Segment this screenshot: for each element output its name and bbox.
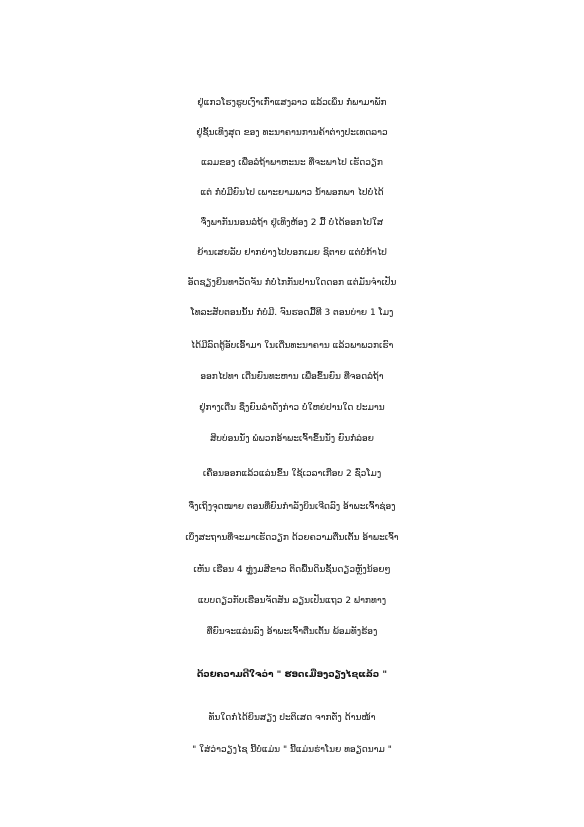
text-line: " ໃສ່ວ່າວຽງໄຊ ນີ້ບໍ່ແມ່ນ " ນີ້ແມ່ນຮ່າໂນຍ ທອຽດນາມ " — [192, 745, 392, 755]
text-line: ຈຶ່ງເຖິງຈຸດໝາຍ ຕອນທີ່ຍົນກຳລັງບິນເຈີດລົງ ອ້າພະເຈົ້າຊ່ອງ — [188, 502, 396, 512]
quoted-exclamation-line: ດ້ວຍຄວາມດີໃຈວ່າ " ຮອດເມືອງວຽງໄຊແລ້ວ " — [196, 670, 388, 680]
text-line: ຈຶ່ງພາກັນນອນລໍຖ້າ ຢູ່ເທິງຫ້ອງ 2 ມື້ ບໍ່ໄດ້ອອກໄປໃສ — [200, 218, 384, 228]
text-line: ຢູ່ກາງເດີ່ນ ຊຶ່ງຍົນລຳດັ່ງກ່າວ ບໍ່ໃຫຍ່ປານໃດ ປະມານ — [199, 403, 385, 413]
text-line: ແຕ່ ກໍ່ບໍ່ມີຍົນໄປ ເພາະຍາມພາວ ນ້ຳພອກພາ ໄປບໍ່ໄດ້ — [200, 188, 384, 198]
text-line: ຍ້ານເສຍລັບ ຢາກຍ່າງໄປບອກເມຍ ຊິຕາຍ ແຕ່ບໍ່ກ້າໄປ — [197, 248, 387, 258]
text-line: ຢູ່ຊັ້ນເທິງສຸດ ຂອງ ທະນາຄານການຄ້າຕ່າງປະເທດລາວ — [196, 128, 388, 138]
text-line: ແລມຂອງ ເພື່ອລໍຖ້າພາຫະນະ ທີ່ຈະພາໄປ ເຮັດວຽກ — [201, 158, 383, 168]
text-line: ສິບບ່ອນນັ່ງ ພໍພວກອ້າພະເຈົ້າຂຶ້ນນັ່ງ ຍົນກໍ່ລ່ອຍ — [210, 434, 374, 444]
text-line: ຢູ່ແກວໂຮງຮູບເງົາເກົ່າແສງລາວ ແລ້ວເພິ່ນ ກໍ່ພາມາພັກ — [197, 98, 387, 108]
text-line: ທັນໃດກໍ່ໄດ້ຍິນສຽງ ປະຕິເສດ ຈາກຕັ່ງ ດ້ານໜ້າ — [208, 713, 376, 723]
text-line: ເຄື່ອນອອກແລ້ວແລ່ນຂຶ້ນ ໃຊ້ເວລາເກືອບ 2 ຊົ່ວໂມງ — [202, 469, 382, 479]
text-line: ໄດ້ມີລົດຕູ້ອັບເອົ້າມາ ໃນເດີ່ນທະນາຄານ ແລ້ວພາພວກເຮົາ — [190, 341, 394, 351]
text-line: ໂທລະສັບຕອນນັ້ນ ກໍ່ບໍ່ມີ. ຈົນຮອດມື້ທີ 3 ຕອນບ່າຍ 1 ໂມງ — [190, 308, 394, 318]
text-line: ທີ່ຍົນຈະແລ່ນລົງ ອ້າພະເຈົ້າຕື່ນເຕັ້ນ ພ້ອມທັງຮ້ອງ — [206, 627, 378, 637]
text-line: ແບບດຽວກັບເຮືອນຈັດສັນ ລຽນເປັນແຖວ 2 ຟາກທາງ — [197, 596, 387, 606]
text-line: ເບິ່ງສະຖານທີ່ຈະມາເຮັດວຽກ ດ້ວຍຄວາມຕື່ນເຕັ້ນ ອ້າພະເຈົ້າ — [185, 533, 399, 543]
text-line: ອັດຊຽງຍິນທາວັດຈັນ ກໍ່ບໍ່ໄກກັນປານໃດດອກ ແຕ່ມັນຈຳເປັນ — [187, 278, 397, 288]
text-line: ເຫັນ ເຮືອນ 4 ຫຼູ່ງມສີຂາວ ຕິດພື້ນດິນຊັ້ນດຽວຫຼັງນ້ອຍໆ — [193, 565, 391, 575]
text-line: ອອກໄປທາ ເດີ່ນຍົນທະຫານ ເພື່ອຂຶ້ນຍົນ ທີ່ຈອດລໍຖ້າ — [200, 372, 384, 382]
